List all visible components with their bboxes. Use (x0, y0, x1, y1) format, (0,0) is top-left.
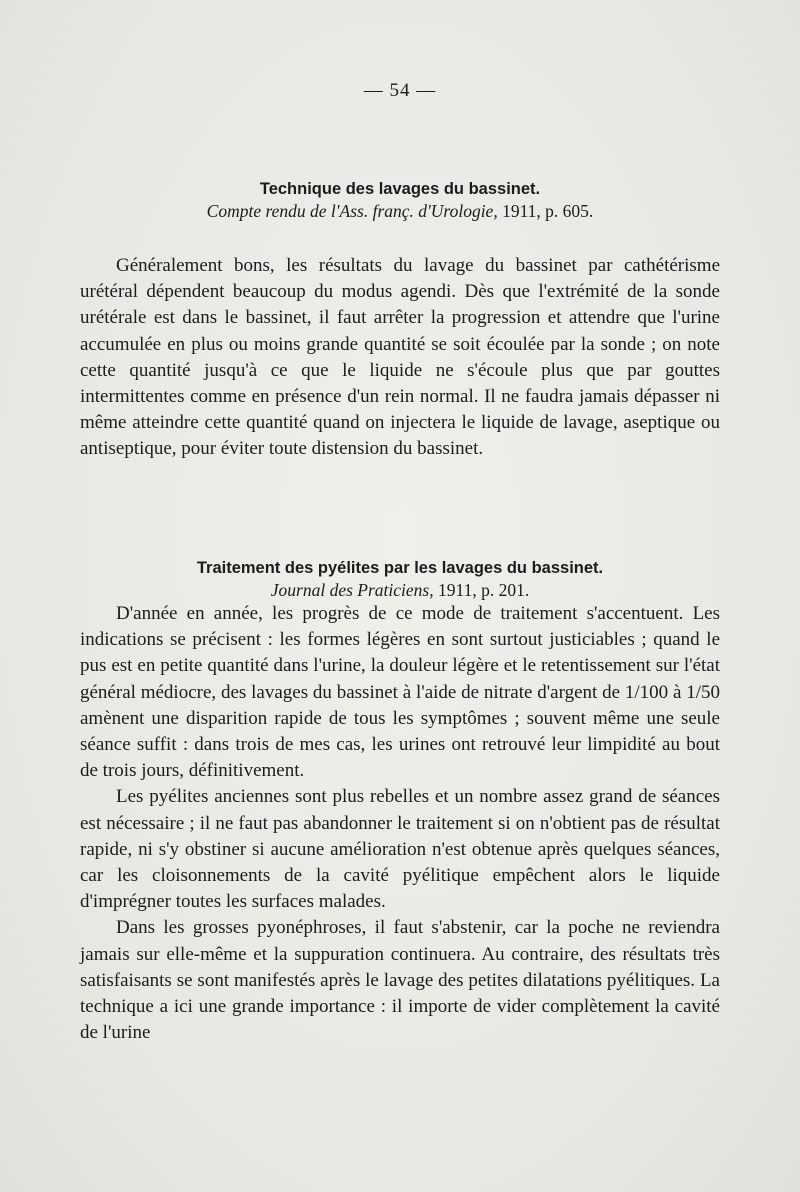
source-journal: Compte rendu de l'Ass. franç. d'Urologie, (206, 201, 498, 221)
paragraph: Généralement bons, les résultats du lavage du bassinet par cathétérisme urétéral dépendent beaucoup du modus agendi. Dès que l'extrémité de la sonde urétérale est dans le bassinet, il faut arrêter la progression et attendre que l'urine accumulée en plus ou moins grande quantité se soit écoulée par la sonde ; on note cette quantité jusqu'à ce que le liquide ne s'écoule plus que par gouttes intermittentes comme en présence d'un rein normal. Il ne faudra jamais dépasser ni même atteindre cette quantité quand on injectera le liquide de lavage, aseptique ou antiseptique, pour éviter toute distension du bassinet. (80, 255, 720, 460)
paragraph: Les pyélites anciennes sont plus rebelles et un nombre assez grand de séances est nécessaire ; il ne faut pas abandonner le traitement si on n'obtient pas de résultat rapide, ni s'y obstiner si aucune amélioration n'est obtenue après quelques séances, car les cloisonnements de la cavité pyélitique empêchent alors le liquide d'imprégner toutes les surfaces malades. (80, 786, 720, 913)
paragraph: D'année en année, les progrès de ce mode de traitement s'accentuent. Les indications se précisent : les formes légères en sont surtout justiciables ; quand le pus est en petite quantité dans l'urine, la douleur légère et le retentissement sur l'état général médiocre, des lavages du bassinet à l'aide de nitrate d'argent de 1/100 à 1/50 amènent une disparition rapide de tous les symptômes ; souvent même une seule séance suffit : dans trois de mes cas, les urines ont retrouvé leur limpidité au bout de trois jours, définitivement. (80, 603, 720, 782)
source-reference: 1911, p. 605. (497, 201, 594, 221)
source-reference: 1911, p. 201. (433, 580, 530, 600)
section-heading: Technique des lavages du bassinet. (259, 180, 541, 198)
source-journal: Journal des Praticiens, (270, 580, 434, 600)
section-source (80, 200, 720, 222)
section-heading: Traitement des pyélites par les lavages du bassinet. (196, 559, 604, 577)
section-pyelites-treatment (80, 557, 720, 1046)
section-lavages-technique (80, 178, 720, 463)
paragraph: Dans les grosses pyonéphroses, il faut s'abstenir, car la poche ne reviendra jamais sur elle-même et la suppuration continuera. Au contraire, des résultats très satisfaisants se sont manifestés après le lavage des petites dilatations pyélitiques. La technique a ici une grande importance : il importe de vider complètement la cavité de l'urine (80, 917, 720, 1044)
section-source (80, 579, 720, 601)
page-number: — 54 — (363, 80, 437, 101)
